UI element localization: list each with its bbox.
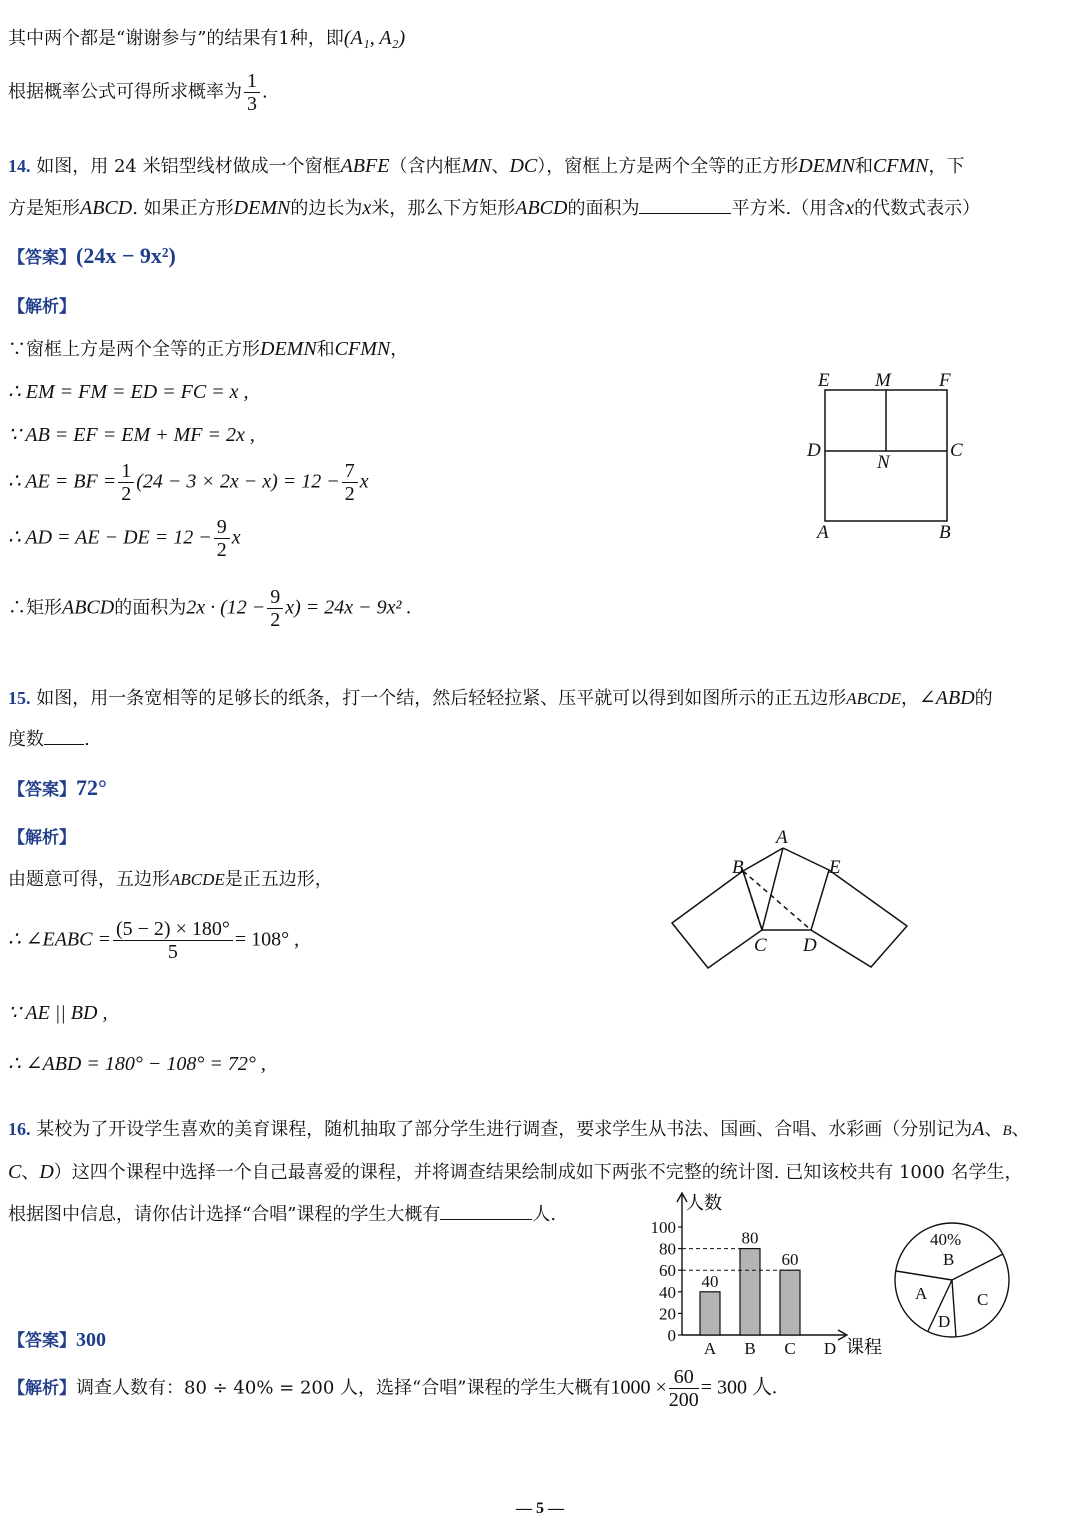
- q14-s4b: (24 − 3 × 2x − x) = 12 −: [136, 470, 340, 493]
- q14-stem2i: 的面积为: [567, 198, 640, 219]
- q15-analysis-label-line: [8, 826, 76, 850]
- q14-stem1g: ），窗框上方是两个全等的正方形: [537, 156, 799, 177]
- q16-analysis-line: [8, 1366, 777, 1411]
- q14-s4-den2: 2: [344, 483, 355, 505]
- q16-analysis-den: 200: [668, 1389, 699, 1411]
- q15-step4: ∴ ∠ABD = 180° − 108° = 72° ,: [8, 1053, 266, 1075]
- label-A: A: [817, 522, 829, 543]
- q16-analysis-c: = 300 人.: [700, 1376, 778, 1399]
- q14-s5b: x: [231, 526, 241, 549]
- q14-stem2c: . 如果正方形: [132, 198, 234, 219]
- q15-stem-line2: [8, 728, 90, 752]
- q16-answer-blank: [440, 1203, 532, 1220]
- q15-s2-num: (5 − 2) × 180°: [113, 918, 233, 941]
- label-E: E: [829, 857, 841, 878]
- y-tick-label-0: 0: [667, 1326, 676, 1345]
- pie-annotation-40pct: 40%: [930, 1230, 962, 1249]
- q13-line1: [8, 26, 405, 51]
- q16-analysis-label: 【解析】: [8, 1378, 76, 1399]
- pie-divider-bc: [952, 1254, 1003, 1280]
- q16-stem2-d: D: [39, 1161, 54, 1183]
- q15-stem1: 如图，用一条宽相等的足够长的纸条，打一个结，然后轻轻拉紧、压平就可以得到如图所示的正五边形: [36, 688, 847, 709]
- q13-line2-text: 根据概率公式可得所求概率为: [8, 81, 242, 103]
- q16-stem3-end: 人.: [532, 1204, 557, 1225]
- y-tick-label-80: 80: [659, 1239, 676, 1259]
- q14-stem1c: （含内框: [389, 156, 462, 177]
- q16-stem2-sep: 、: [21, 1162, 40, 1183]
- q14-s5-num: 9: [214, 516, 230, 539]
- q14-s5-frac: [214, 516, 230, 561]
- q14-stem1k: ，下: [928, 156, 965, 177]
- q15-analysis-label: 【解析】: [8, 828, 76, 848]
- bar-C: [780, 1270, 800, 1335]
- q16-stem1-sep1: 、: [984, 1119, 1003, 1140]
- label-D: D: [803, 935, 817, 956]
- q15-s2a: ∴ ∠EABC =: [8, 928, 111, 951]
- y-axis-label: 人数: [686, 1193, 722, 1213]
- q14-s4-den: 2: [121, 483, 132, 505]
- q15-answer: 72°: [76, 775, 107, 800]
- q15-s2-frac: [113, 918, 233, 963]
- q15-stem1e: 的: [974, 688, 993, 709]
- pie-divider-dc: [952, 1280, 956, 1337]
- x-tick-label-A: A: [703, 1339, 717, 1358]
- q14-stem2h: ABCD: [515, 197, 568, 219]
- q16-stem-line1: [8, 1117, 1030, 1143]
- label-F: F: [939, 370, 951, 391]
- right-strip: [811, 870, 907, 967]
- q13-line2: [8, 70, 268, 115]
- q16-stem-line3: [8, 1203, 556, 1227]
- q14-s5a: ∴ AD = AE − DE = 12 −: [8, 526, 212, 549]
- q14-stem1b: ABFE: [340, 155, 390, 177]
- pie-divider-ab: [896, 1271, 952, 1280]
- q14-answer-label: 【答案】: [8, 248, 76, 268]
- q16-stem2-c: C: [8, 1161, 22, 1183]
- x-tick-label-B: B: [744, 1339, 756, 1358]
- q14-s1a: ∵窗框上方是两个全等的正方形: [8, 339, 260, 360]
- q15-step1: [8, 868, 333, 892]
- q14-step5: [8, 516, 241, 561]
- q14-stem1a: 如图，用 24 米铝型线材做成一个窗框: [36, 156, 341, 177]
- y-tick-label-20: 20: [659, 1304, 676, 1324]
- q14-analysis-label: 【解析】: [8, 297, 76, 317]
- q16-analysis-num: 60: [669, 1366, 699, 1389]
- x-tick-label-C: C: [784, 1339, 796, 1358]
- q16-answer-label: 【答案】: [8, 1331, 76, 1351]
- q14-s5-den: 2: [216, 539, 227, 561]
- x-tick-label-D: D: [823, 1339, 837, 1358]
- q14-number: 14.: [8, 156, 31, 176]
- q13-prob-num: 1: [244, 70, 260, 93]
- label-D: D: [807, 440, 821, 461]
- q15-stem1d: ∠ABD: [919, 687, 975, 709]
- q14-s4-num2: 7: [342, 460, 358, 483]
- q14-s1c: 和: [316, 339, 335, 360]
- q16-analysis-a: 调查人数有：80 ÷ 40% = 200 人，选择“合唱”课程的学生大概有: [76, 1377, 611, 1399]
- q14-stem2a: 方是矩形: [8, 198, 80, 219]
- edge-AE: [783, 848, 829, 870]
- q13-prob-den: 3: [247, 93, 257, 115]
- q14-stem-line1: [8, 154, 965, 179]
- pie-label-C: C: [977, 1290, 989, 1309]
- q15-stem1b: ABCDE: [846, 689, 902, 708]
- q14-stem1f: DC: [509, 155, 538, 177]
- q14-stem2k: x: [845, 197, 855, 219]
- q16-stem1: 某校为了开设学生喜欢的美育课程，随机抽取了部分学生进行调查，要求学生从书法、国画、合唱、水彩画（分别记为: [36, 1119, 973, 1140]
- q16-stem1-b: B: [1002, 1123, 1012, 1139]
- q13-line2-end: .: [262, 81, 268, 103]
- q14-stem-line2: [8, 196, 980, 221]
- q16-stem3: 根据图中信息，请你估计选择“合唱”课程的学生大概有: [8, 1204, 441, 1225]
- q15-s1a: 由题意可得，五边形: [8, 869, 170, 890]
- q15-s1b: ABCDE: [170, 870, 225, 889]
- q14-s1e: ，: [390, 339, 409, 360]
- q14-s6d: 2x · (12 −: [186, 596, 266, 619]
- q15-answer-label: 【答案】: [8, 780, 76, 800]
- q14-s6-den: 2: [270, 609, 281, 631]
- q14-answer: (24x − 9x²): [76, 243, 176, 268]
- edge-AC: [762, 848, 783, 930]
- pie-label-B: B: [943, 1250, 955, 1269]
- pie-label-D: D: [938, 1312, 951, 1331]
- label-A: A: [776, 827, 788, 848]
- q14-stem2d: DEMN: [233, 197, 291, 219]
- q16-pie-chart: [890, 1218, 1015, 1343]
- q16-analysis-b: 1000 ×: [610, 1376, 667, 1399]
- q16-stem-line2: [8, 1160, 1023, 1185]
- q14-s4-frac2: [342, 460, 358, 505]
- left-strip: [672, 871, 762, 968]
- bar-value-A: 40: [701, 1271, 719, 1291]
- y-tick-label-100: 100: [650, 1218, 676, 1237]
- label-N: N: [877, 452, 890, 473]
- q14-window-frame-figure: [795, 365, 985, 550]
- y-tick-label-40: 40: [659, 1282, 676, 1302]
- q14-stem1e: 、: [491, 156, 510, 177]
- edge-BA: [743, 848, 783, 871]
- q14-answer-blank: [639, 197, 731, 214]
- y-tick-label-60: 60: [659, 1261, 676, 1281]
- q14-stem2b: ABCD: [80, 197, 133, 219]
- label-M: M: [875, 370, 891, 391]
- q16-answer: 300: [76, 1329, 106, 1351]
- q16-bar-chart: [640, 1185, 890, 1360]
- bar-A: [700, 1292, 720, 1335]
- q15-step2: [8, 918, 299, 963]
- q14-stem2l: 的代数式表示）: [854, 198, 981, 219]
- label-E: E: [818, 370, 830, 391]
- q16-stem1-a: A: [972, 1118, 985, 1140]
- page-number: — 5 —: [516, 1500, 564, 1517]
- q16-stem1-sep2: 、: [1011, 1119, 1030, 1140]
- q15-s2-den: 5: [167, 941, 178, 963]
- q14-stem1d: MN: [461, 155, 492, 177]
- q14-s6c: 的面积为: [114, 597, 187, 619]
- q15-step3: ∵ AE || BD ,: [8, 1002, 108, 1024]
- q16-answer-line: [8, 1328, 106, 1353]
- q14-s6-frac: [267, 586, 283, 631]
- q14-s1d: CFMN: [334, 338, 391, 360]
- q14-s4c: x: [359, 470, 369, 493]
- q13-probability-fraction: [244, 70, 260, 115]
- label-B: B: [939, 522, 951, 543]
- q15-s2b: = 108° ,: [234, 928, 300, 951]
- q14-s4-frac1: [118, 460, 134, 505]
- q14-step3: ∵ AB = EF = EM + MF = 2x ,: [8, 424, 255, 446]
- q15-stem-line1: [8, 686, 993, 711]
- q13-line1-math: (A₁, A₂): [343, 27, 406, 49]
- q14-step6: [8, 586, 412, 631]
- q14-stem1i: 和: [854, 156, 873, 177]
- bar-value-C: 60: [781, 1250, 799, 1270]
- q16-analysis-frac: [669, 1366, 699, 1411]
- q14-stem2e: 的边长为: [290, 198, 363, 219]
- q14-step4: [8, 460, 369, 505]
- bar-B: [740, 1249, 760, 1335]
- q14-s6a: ∴矩形: [8, 597, 62, 619]
- q14-analysis-label-line: [8, 295, 76, 319]
- q14-s6-num: 9: [267, 586, 283, 609]
- q13-line1-text: 其中两个都是“谢谢参与”的结果有1种，即: [8, 28, 344, 49]
- q15-stem2: 度数: [8, 729, 44, 750]
- q14-stem1j: CFMN: [872, 155, 929, 177]
- q15-number: 15.: [8, 688, 31, 708]
- label-C: C: [754, 935, 767, 956]
- pie-label-A: A: [915, 1284, 928, 1303]
- q15-stem1c: ，: [901, 688, 920, 709]
- x-axis-label: 课程: [846, 1337, 882, 1357]
- q15-stem2-end: .: [84, 729, 90, 750]
- q14-s1b: DEMN: [260, 338, 317, 360]
- q15-answer-line: [8, 776, 107, 802]
- q16-stem2: ）这四个课程中选择一个自己最喜爱的课程，并将调查结果绘制成如下两张不完整的统计图. 已知该校共有 1000 名学生，: [53, 1162, 1023, 1183]
- label-B: B: [732, 857, 744, 878]
- q14-s4a: ∴ AE = BF =: [8, 470, 117, 493]
- q14-s6e: x) = 24x − 9x² .: [285, 596, 412, 619]
- q16-number: 16.: [8, 1119, 31, 1139]
- q14-step2: ∴ EM = FM = ED = FC = x ,: [8, 381, 249, 403]
- q15-pentagon-knot-figure: [665, 820, 915, 975]
- q14-stem2f: x: [362, 197, 372, 219]
- q14-stem2g: 米，那么下方矩形: [371, 198, 516, 219]
- q14-s4-num: 1: [118, 460, 134, 483]
- q15-answer-blank: [44, 728, 84, 745]
- q14-answer-line: [8, 244, 176, 270]
- label-C: C: [950, 440, 963, 461]
- q15-s1c: 是正五边形，: [224, 869, 333, 890]
- q14-stem2j: 平方米.（用含: [731, 198, 846, 219]
- q14-stem1h: DEMN: [798, 155, 855, 177]
- q14-step1: [8, 337, 408, 362]
- q14-s6b: ABCD: [62, 596, 115, 619]
- bar-value-B: 80: [741, 1228, 759, 1248]
